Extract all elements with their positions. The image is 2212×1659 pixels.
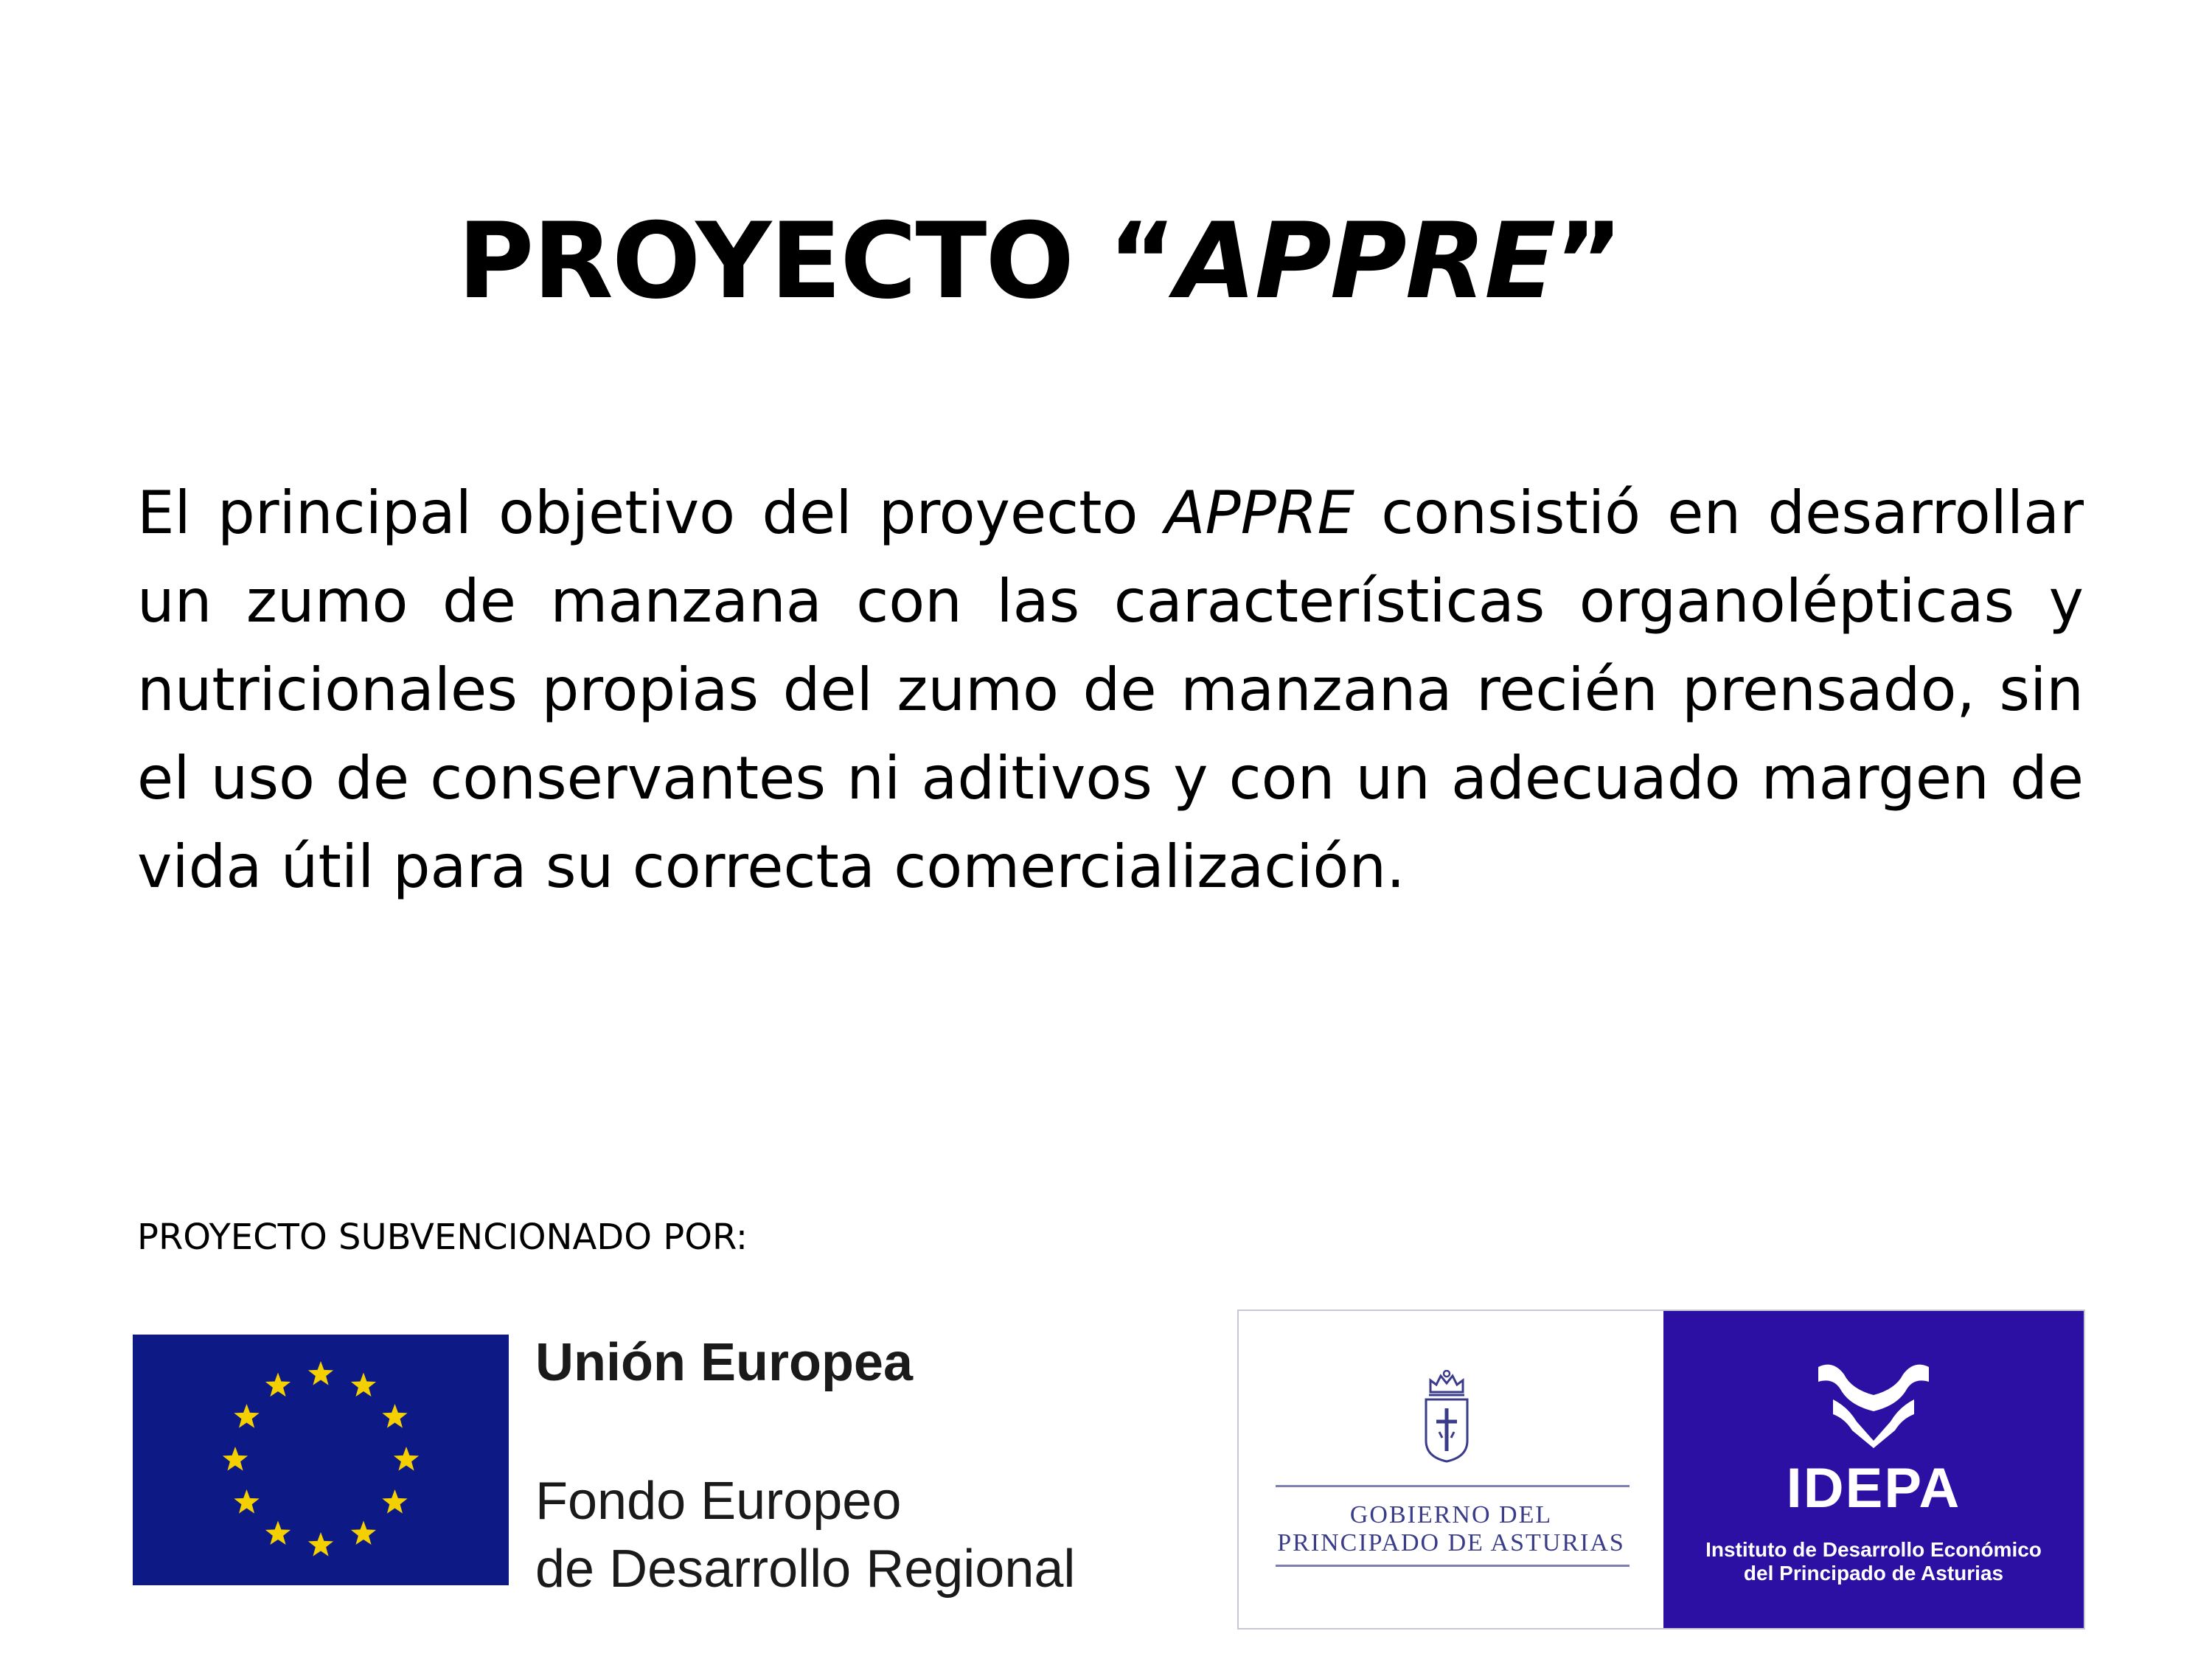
eu-title: Unión Europea [535, 1333, 914, 1392]
eu-star-icon [382, 1489, 407, 1514]
funded-by-label: PROYECTO SUBVENCIONADO POR: [137, 1217, 748, 1258]
eu-fund-name [535, 1467, 1075, 1603]
eu-star-icon [382, 1404, 407, 1428]
title-prefix: PROYECTO “ [457, 201, 1175, 322]
description-part-1: El principal objetivo del proyecto [137, 479, 1165, 547]
project-description [137, 469, 2084, 911]
asturias-line-1: GOBIERNO DEL [1349, 1501, 1553, 1528]
eu-star-icon [223, 1447, 248, 1471]
eu-star-icon [351, 1521, 376, 1545]
eu-flag-logo [133, 1335, 509, 1585]
idepa-line-1: Instituto de Desarrollo Económico [1705, 1538, 2042, 1561]
eu-star-icon [308, 1532, 333, 1557]
eu-stars-icon [133, 1335, 509, 1585]
eu-star-icon [351, 1373, 376, 1397]
title-suffix: ” [1554, 201, 1622, 322]
eu-star-icon [265, 1373, 291, 1397]
eu-fund-line-1: Fondo Europeo [535, 1472, 902, 1531]
idepa-panel [1663, 1311, 2084, 1628]
asturias-idepa-logo [1237, 1310, 2085, 1630]
slide-title [0, 199, 2079, 324]
eu-star-icon [265, 1521, 291, 1545]
title-project-name: APPRE [1175, 201, 1555, 322]
eu-star-icon [394, 1447, 419, 1471]
asturias-line-2: PRINCIPADO DE ASTURIAS [1277, 1529, 1625, 1557]
asturias-bottom-rule [1276, 1565, 1630, 1567]
idepa-emblem-icon [1811, 1360, 1936, 1448]
eu-star-icon [308, 1361, 333, 1385]
asturias-government-name [1239, 1501, 1663, 1557]
description-part-2: consistió en desarrollar un zumo de manzana con las características organolépticas y nutricionales propias del zumo de manzana recién prensado, sin el uso de conservantes ni aditivos y con un adecuado margen de vida útil para su correcta comercialización. [137, 479, 2084, 901]
idepa-full-name [1663, 1538, 2084, 1585]
eu-fund-line-2: de Desarrollo Regional [535, 1540, 1076, 1599]
eu-star-icon [234, 1404, 259, 1428]
eu-star-icon [234, 1489, 259, 1514]
asturias-crest-icon [1420, 1370, 1473, 1463]
asturias-top-rule [1276, 1485, 1630, 1487]
idepa-line-2: del Principado de Asturias [1743, 1562, 2004, 1585]
description-project-name: APPRE [1164, 479, 1355, 547]
asturias-government-logo [1239, 1311, 1663, 1628]
idepa-title: IDEPA [1786, 1457, 1961, 1520]
